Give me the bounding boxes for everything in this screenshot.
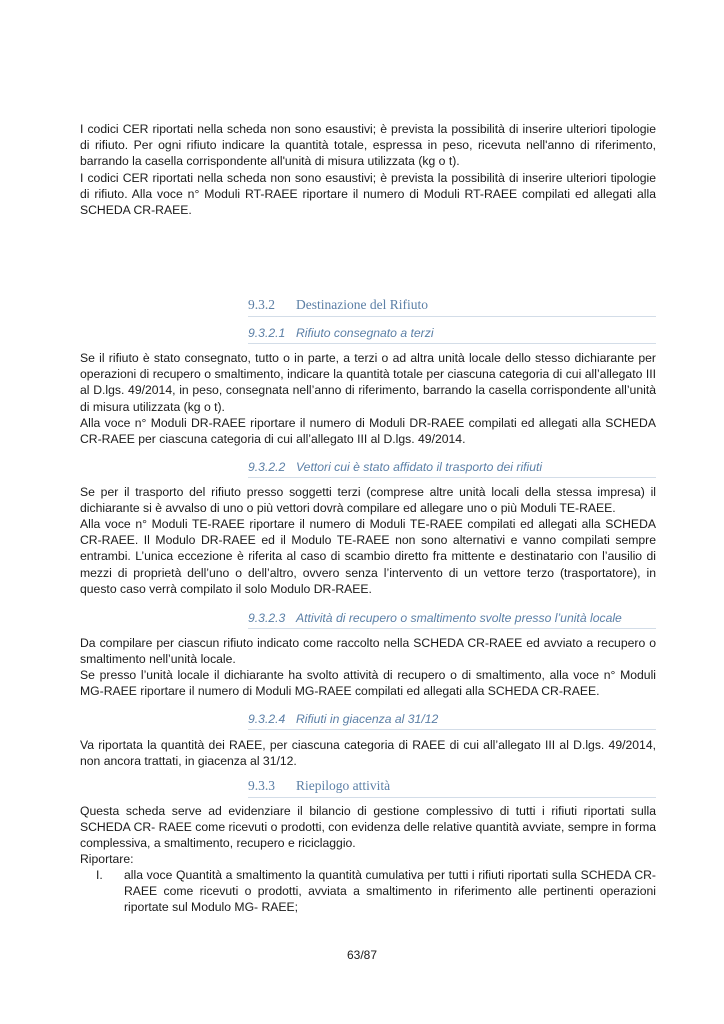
heading-title: Rifiuto consegnato a terzi [296,326,434,340]
section-9-3-2-1-paragraph-2: Alla voce n° Moduli DR-RAEE riportare il numero di Moduli DR-RAEE compilati ed allegati alla SCHEDA CR-RAEE per ciascuna categoria di cui all’allegato III al D.lgs. 49/2014. [80,416,656,447]
section-9-3-2-3-paragraph-1: Da compilare per ciascun rifiuto indicato come raccolto nella SCHEDA CR-RAEE ed avviato a recupero o smaltimento nell’unità locale. [80,636,656,667]
section-9-3-2-2-paragraph-1: Se per il trasporto del rifiuto presso soggetti terzi (comprese altre unità locali della stessa impresa) il dichiarante si è avvalso di uno o più vettori dovrà compilare ed allegare uno o più Moduli TE-RAEE. [80,485,656,516]
heading-title: Rifiuti in giacenza al 31/12 [296,712,439,726]
heading-9-3-3 [248,778,656,798]
heading-title: Destinazione del Rifiuto [296,297,428,312]
page-number: 63/87 [346,948,378,962]
heading-9-3-2-4 [248,712,656,730]
heading-title: Vettori cui è stato affidato il trasporto dei rifiuti [296,460,543,474]
heading-number: 9.3.2.1 [248,326,286,340]
heading-number: 9.3.3 [248,778,275,793]
heading-number: 9.3.2.2 [248,460,286,474]
intro-paragraph-1: I codici CER riportati nella scheda non sono esaustivi; è prevista la possibilità di inserire ulteriori tipologie di rifiuto. Per ogni rifiuto indicare la quantità totale, espressa in peso, ricevuta nell'anno di riferimento, barrando la casella corrispondente all'unità di misura utilizzata (kg o t). [80,122,656,169]
section-9-3-2-3-paragraph-2: Se presso l’unità locale il dichiarante ha svolto attività di recupero o di smaltimento, alla voce n° Moduli MG-RAEE riportare il numero di Moduli MG-RAEE compilati ed allegati alla SCHEDA CR-RAEE. [80,668,656,699]
heading-9-3-2 [248,297,656,317]
section-9-3-3-paragraph-2: Riportare: [80,852,134,866]
heading-9-3-2-3 [248,611,656,629]
section-9-3-2-1-paragraph-1: Se il rifiuto è stato consegnato, tutto o in parte, a terzi o ad altra unità locale dello stesso dichiarante per operazioni di recupero o smaltimento, indicare la quantità totale per ciascuna categoria di cui all’allegato III al D.lgs. 49/2014, in peso, consegnata nell’anno di riferimento, barrando la casella corrispondente all’unità di misura utilizzata (kg o t). [80,351,656,414]
heading-number: 9.3.2 [248,297,275,312]
list-marker: I. [96,868,103,882]
heading-number: 9.3.2.4 [248,712,286,726]
list-item-text: alla voce Quantità a smaltimento la quantità cumulativa per tutti i rifiuti riportati sulla SCHEDA CR-RAEE come ricevuti o prodotti, avviata a smaltimento in riferimento alle pertinenti operazioni riportate sul Modulo MG- RAEE; [124,868,656,915]
heading-title: Attività di recupero o smaltimento svolte presso l’unità locale [296,611,622,625]
heading-title: Riepilogo attività [296,778,391,793]
heading-number: 9.3.2.3 [248,611,286,625]
intro-paragraph-2: I codici CER riportati nella scheda non sono esaustivi; è prevista la possibilità di inserire ulteriori tipologie di rifiuto. Alla voce n° Moduli RT-RAEE riportare il numero di Moduli RT-RAEE compilati ed allegati alla SCHEDA CR-RAEE. [80,171,656,218]
section-9-3-2-4-paragraph-1: Va riportata la quantità dei RAEE, per ciascuna categoria di RAEE di cui all’allegato III al D.lgs. 49/2014, non ancora trattati, in giacenza al 31/12. [80,738,656,769]
section-9-3-3-paragraph-1: Questa scheda serve ad evidenziare il bilancio di gestione complessivo di tutti i rifiuti riportati sulla SCHEDA CR- RAEE come ricevuti o prodotti, con evidenza delle relative quantità avviate, sempre in forma complessiva, a smaltimento, recupero e riciclaggio. [80,804,656,851]
heading-9-3-2-2 [248,460,656,478]
heading-9-3-2-1 [248,326,656,344]
section-9-3-2-2-paragraph-2: Alla voce n° Moduli TE-RAEE riportare il numero di Moduli TE-RAEE compilati ed allegati alla SCHEDA CR-RAEE. Il Modulo DR-RAEE ed il Modulo TE-RAEE non sono alternativi e vanno compilati sempre entrambi. L’unica eccezione è riferita al caso di scambio diretto fra mittente e destinatario con l’ausilio di mezzi di proprietà dell’uno o dell’altro, ovvero senza l’intervento di un vettore terzo (trasportatore), in questo caso verrà compilato il solo Modulo DR-RAEE. [80,517,656,596]
